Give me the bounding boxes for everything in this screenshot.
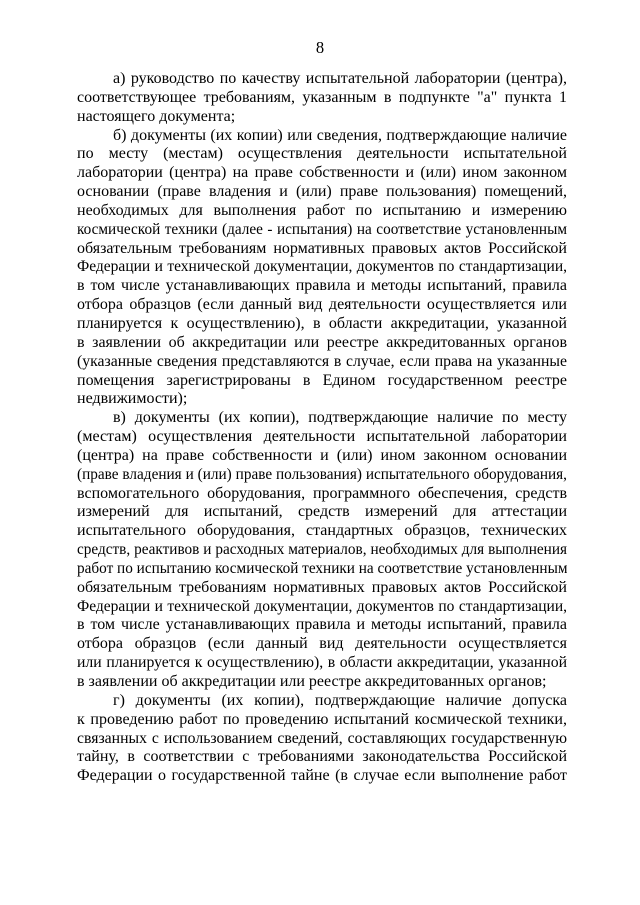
text-line: в заявлении об аккредитации или реестре аккредитованных органов [77,333,567,351]
text-line: настоящего документа; [77,107,236,125]
text-line: в том числе устанавливающих правила и методы испытаний, правила [77,616,567,634]
text-line: к проведению работ по проведению испытаний космической техники, [77,710,567,728]
text-line: или планируется к осуществлению), в области аккредитации, указанной [77,654,567,672]
text-line: вспомогательного оборудования, программного обеспечения, средств [77,484,567,502]
text-line: (праве владения и (или) праве пользования) испытательного оборудования, [77,465,567,483]
text-line: космической техники (далее - испытания) на соответствие установленным [77,220,567,238]
text-line: необходимых для выполнения работ по испытанию и измерению [77,201,567,219]
text-line: тайну, в соответствии с требованиями законодательства Российской [77,748,567,766]
text-line: обязательным требованиям нормативных правовых актов Российской [77,239,567,257]
text-line: Федерации о государственной тайне (в случае если выполнение работ [77,767,567,785]
text-line: г) документы (их копии), подтверждающие наличие допуска [113,691,567,709]
text-line: Федерации и технической документации, документов по стандартизации, [77,258,567,276]
text-line: лаборатории (центра) на праве собственности и (или) ином законном [77,164,567,182]
text-line: соответствующее требованиям, указанным в подпункте "а" пункта 1 [77,88,567,106]
text-line: средств, реактивов и расходных материалов, необходимых для выполнения [77,541,567,559]
text-line: по месту (местам) осуществления деятельности испытательной [77,145,567,163]
text-line: работ по испытанию космической техники на соответствие установленным [77,559,567,577]
text-line: связанных с использованием сведений, составляющих государственную [77,729,567,747]
text-line: отбора образцов (если данный вид деятельности осуществляется [77,635,567,653]
document-body [77,70,567,786]
text-line: недвижимости); [77,390,188,408]
text-line: (центра) на праве собственности и (или) ином законном основании [77,446,567,464]
text-line: планируется к осуществлению), в области аккредитации, указанной [77,314,567,332]
text-line: отбора образцов (если данный вид деятельности осуществляется или [77,296,567,314]
text-line: основании (праве владения и (или) праве пользования) помещений, [77,183,567,201]
text-line: (указанные сведения представляются в случае, если права на указанные [77,352,567,370]
text-line: б) документы (их копии) или сведения, подтверждающие наличие [113,126,567,144]
text-line: измерений для испытаний, средств измерений для аттестации [77,503,567,521]
text-line: испытательного оборудования, стандартных образцов, технических [77,522,567,540]
page-number: 8 [315,38,325,57]
text-line: обязательным требованиям нормативных правовых актов Российской [77,578,567,596]
text-line: Федерации и технической документации, документов по стандартизации, [77,597,567,615]
text-line: в заявлении об аккредитации или реестре аккредитованных органов; [77,673,547,690]
text-line: (местам) осуществления деятельности испытательной лаборатории [77,428,567,446]
text-line: в том числе устанавливающих правила и методы испытаний, правила [77,277,567,295]
text-line: в) документы (их копии), подтверждающие наличие по месту [113,409,567,427]
text-line: а) руководство по качеству испытательной лаборатории (центра), [113,70,567,87]
text-line: помещения зарегистрированы в Едином государственном реестре [77,371,567,389]
